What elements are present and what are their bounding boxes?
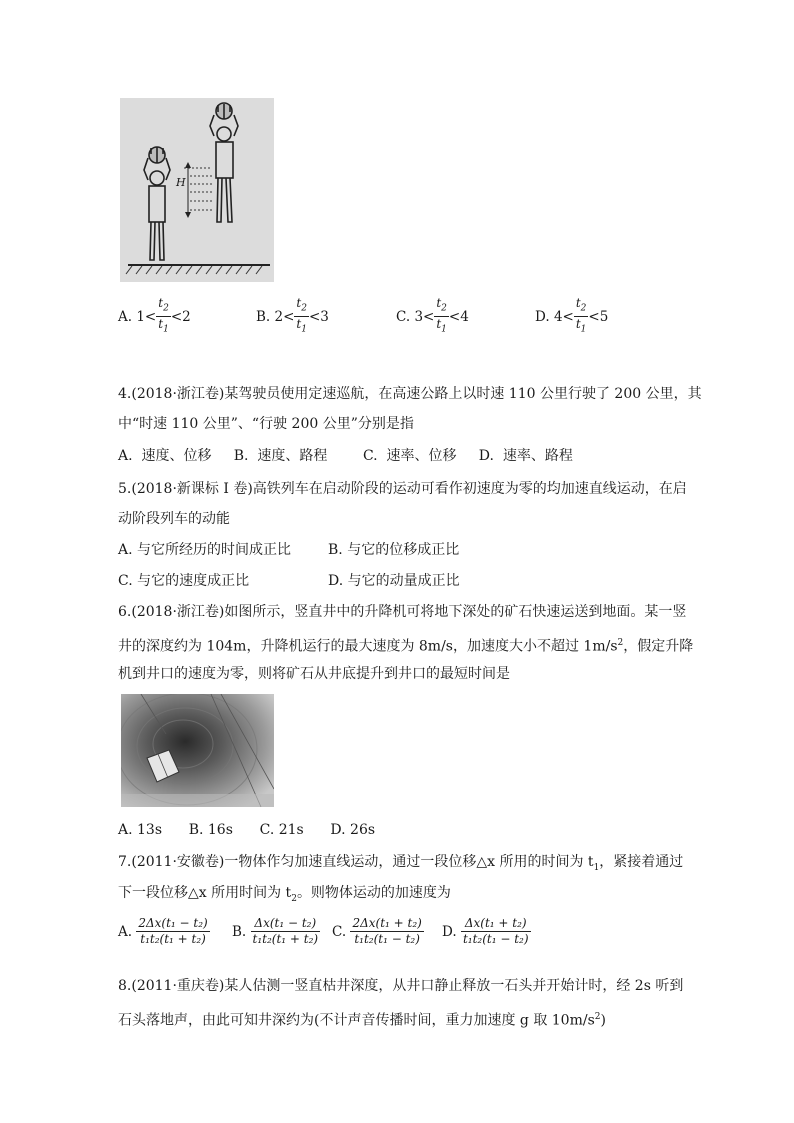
q3-option-b[interactable]: B. 2< $\frac{t_2}{t_1}$ <3 <box>256 296 329 338</box>
q8-line-1: 8.(2011·重庆卷)某人估测一竖直枯井深度，从井口静止释放一石头并开始计时，经 2s 听到 <box>118 978 684 994</box>
q4-line-2: 中“时速 110 公里”、“行驶 200 公里”分别是指 <box>118 416 414 432</box>
q5-option-c[interactable]: C. 与它的速度成正比 <box>118 573 250 589</box>
basketball-drawing <box>120 98 274 282</box>
q7-line-1: 7.(2011·安徽卷)一物体作匀加速直线运动，通过一段位移△x 所用的时间为 $t_1$，紧接着通过 <box>118 854 684 873</box>
acceleration-fraction: $\frac{\text{Δx(t₁ + t₂)}}{\text{t₁t₂(t₁ − t₂)}}$ <box>462 916 529 946</box>
q6-line-1: 6.(2018·浙江卷)如图所示，竖直井中的升降机可将地下深处的矿石快速运送到地面。某一竖 <box>118 604 687 620</box>
q3-option-c[interactable]: C. 3< $\frac{t_2}{t_1}$ <4 <box>396 296 469 338</box>
q4-options[interactable]: A. 速度、位移 B. 速度、路程 C. 速率、位移 D. 速率、路程 <box>118 448 573 464</box>
t2-over-t1-fraction: $\frac{t_2}{t_1}$ <box>296 296 307 335</box>
q8-line-2: 石头落地声，由此可知井深约为(不计声音传播时间，重力加速度 g 取 $10m/s^2$) <box>118 1012 606 1029</box>
shaft-drawing <box>121 694 274 807</box>
q6-line-3: 机到井口的速度为零，则将矿石从井底提升到井口的最短时间是 <box>118 666 510 682</box>
t2-over-t1-fraction: $\frac{t_2}{t_1}$ <box>436 296 447 335</box>
q5-option-a[interactable]: A. 与它所经历的时间成正比 <box>118 542 292 558</box>
q7-option-c[interactable]: C. $\frac{\text{2Δx(t₁ + t₂)}}{\text{t₁t₂(t₁ − t₂)}}$ <box>332 916 422 946</box>
q5-option-b[interactable]: B. 与它的位移成正比 <box>328 542 460 558</box>
acceleration-fraction: $\frac{\text{Δx(t₁ − t₂)}}{\text{t₁t₂(t₁ + t₂)}}$ <box>252 916 319 946</box>
q6-line-2: 井的深度约为 104m，升降机运行的最大速度为 8m/s，加速度大小不超过 $1m/s^2$，假定升降 <box>118 638 694 655</box>
t2-over-t1-fraction: $\frac{t_2}{t_1}$ <box>575 296 587 335</box>
q5-option-d[interactable]: D. 与它的动量成正比 <box>328 573 460 589</box>
q7-option-b[interactable]: B. $\frac{\text{Δx(t₁ − t₂)}}{\text{t₁t₂(t₁ + t₂)}}$ <box>232 916 319 946</box>
q6-options[interactable]: A. 13s B. 16s C. 21s D. 26s <box>118 822 376 838</box>
q5-line-1: 5.(2018·新课标 I 卷)高铁列车在启动阶段的运动可看作初速度为零的均加速直线运动，在启 <box>118 481 687 497</box>
acceleration-fraction: $\frac{\text{2Δx(t₁ − t₂)}}{\text{t₁t₂(t₁ + t₂)}}$ <box>138 916 208 946</box>
mine-shaft-photo <box>121 694 274 807</box>
acceleration-fraction: $\frac{\text{2Δx(t₁ + t₂)}}{\text{t₁t₂(t₁ − t₂)}}$ <box>352 916 422 946</box>
q4-line-1: 4.(2018·浙江卷)某驾驶员使用定速巡航，在高速公路上以时速 110 公里行驶了 200 公里，其 <box>118 386 702 402</box>
t2-over-t1-fraction: $\frac{t_2}{t_1}$ <box>158 296 169 335</box>
q5-line-2: 动阶段列车的动能 <box>118 511 230 527</box>
q3-option-a[interactable]: A. 1< $\frac{t_2}{t_1}$ <2 <box>118 296 191 338</box>
basketball-figure <box>120 98 274 282</box>
q7-option-a[interactable]: A. $\frac{\text{2Δx(t₁ − t₂)}}{\text{t₁t₂(t₁ + t₂)}}$ <box>118 916 208 946</box>
q7-line-2: 下一段位移△x 所用时间为 $t_2$。则物体运动的加速度为 <box>118 885 451 904</box>
height-label: H <box>176 176 186 189</box>
q3-option-d[interactable]: D. 4< $\frac{t_2}{t_1}$ <5 <box>535 296 608 338</box>
q7-option-d[interactable]: D. $\frac{\text{Δx(t₁ + t₂)}}{\text{t₁t₂(t₁ − t₂)}}$ <box>442 916 529 946</box>
